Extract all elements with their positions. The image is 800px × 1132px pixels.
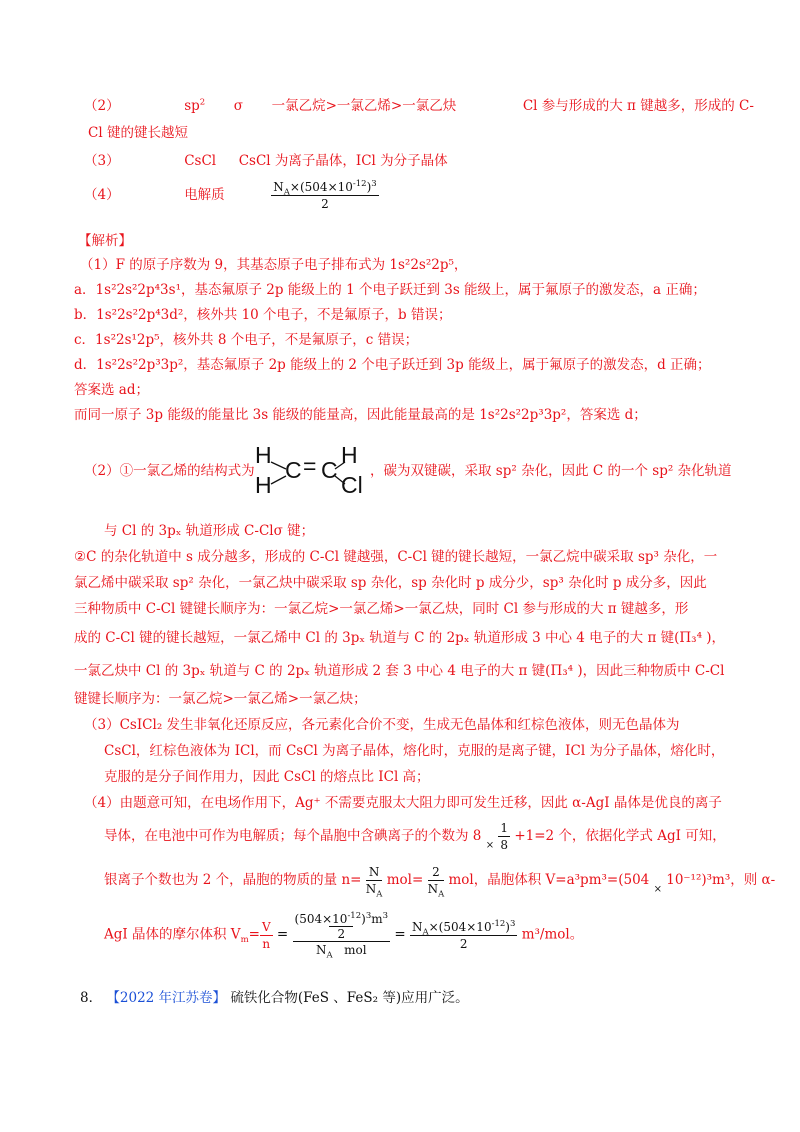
q4-frac-num: $N_A\times(504\times 10^{-12})^3$: [273, 179, 377, 198]
analysis-s4-1: （4）由题意可知，在电场作用下，Ag⁺ 不需要克服太大阻力即可发生迁移，因此 α-AgI 晶体是优良的离子: [84, 795, 722, 811]
n-over-na-fraction: $\frac{N}{N_A}$: [365, 865, 383, 900]
analysis-s4-4: AgI 晶体的摩尔体积 $V_m=$ $\frac{V}{n}$ = $(504\times 10^{-12})^3m^3$ 2 $N_A$ mol = $\frac{N_A\times(504\times 10^{-12})^3}{2}$ m³/mol。: [104, 911, 584, 961]
answer-q2-cont: Cl 键的键长越短: [88, 125, 188, 141]
analysis-s2-pre: （2）①一氯乙烯的结构式为: [84, 463, 255, 479]
analysis-s2b-2: 氯乙烯中碳采取 sp² 杂化，一氯乙炔中碳采取 sp 杂化，sp 杂化时 p 成分少，sp³ 杂化时 p 成分多，因此: [74, 575, 707, 591]
q4-fraction: [271, 179, 378, 212]
q8-source-tag: 【2022 年江苏卷】: [106, 990, 227, 1006]
v-over-n-fraction: $\frac{V}{n}$: [261, 919, 271, 951]
q3-answer-a: CsCl: [184, 153, 217, 169]
analysis-b: b．1s²2s²2p⁴3d²，核外共 10 个电子，不是氟原子，b 错误；: [74, 307, 452, 323]
q4-frac-den: 2: [321, 197, 329, 211]
q3-number: （3）: [84, 153, 120, 169]
q4-number: （4）: [84, 187, 120, 203]
analysis-s2b-6: 键键长顺序为：一氯乙烷>一氯乙烯>一氯乙炔；: [74, 691, 367, 707]
q8-text: 硫铁化合物(FeS 、FeS₂ 等)应用广泛。: [230, 990, 469, 1006]
q2-number: （2）: [84, 98, 120, 114]
analysis-p1: （1）F 的原子序数为 9，其基态原子电子排布式为 1s²2s²2p⁵，: [80, 257, 468, 273]
analysis-s2b-1: ②C 的杂化轨道中 s 成分越多，形成的 C-Cl 键越强，C-Cl 键的键长越短，一氯乙烷中碳采取 sp³ 杂化，一: [74, 549, 718, 565]
s4-2-text-b: +1=2 个，依据化学式 AgI 可知，: [514, 828, 726, 844]
s4-3-text-b: mol=: [386, 872, 424, 888]
vinyl-chloride-structure: H H C = C H Cl: [255, 440, 365, 500]
q2-order: 一氯乙烷>一氯乙烯>一氯乙炔: [271, 98, 457, 114]
q3-answer-b: CsCl 为离子晶体，ICl 为分子晶体: [238, 153, 448, 169]
analysis-s2b-3: 三种物质中 C-Cl 键键长顺序为：一氯乙烷>一氯乙烯>一氯乙炔，同时 Cl 参与形成的大 π 键越多，形: [74, 601, 689, 617]
s4-3-text-a: 银离子个数也为 2 个，晶胞的物质的量 n=: [104, 872, 362, 888]
s4-3-text-d: 10⁻¹²)³m³，则 α-: [666, 872, 776, 888]
analysis-s2-post: ，碳为双键碳，采取 sp² 杂化，因此 C 的一个 sp² 杂化轨道: [370, 463, 732, 479]
analysis-s4-2: [104, 818, 726, 864]
molar-volume-result-fraction: $\frac{N_A\times(504\times 10^{-12})^3}{2}$: [411, 918, 516, 951]
s4-4-text-a: AgI 晶体的摩尔体积 V: [104, 926, 241, 943]
s4-3-text-c: mol，晶胞体积 V=a³pm³=(504: [448, 872, 650, 888]
analysis-c: c．1s²2s¹2p⁵，核外共 8 个电子，不是氟原子，c 错误；: [74, 332, 419, 348]
q2-hybrid-sup: 2: [199, 97, 206, 108]
two-over-na-fraction: $\frac{2}{N_A}$: [427, 865, 445, 900]
structure-bonds: [255, 440, 365, 500]
one-eighth-fraction: $\frac{1}{8}$: [500, 821, 509, 852]
times-glyph: ×: [485, 840, 495, 851]
analysis-s3-3: 克服的是分子间作用力，因此 CsCl 的熔点比 ICl 高；: [104, 769, 430, 785]
analysis-s2-cont: 与 Cl 的 3pₓ 轨道形成 C-Clσ 键；: [104, 523, 315, 539]
analysis-heading: 【解析】: [78, 233, 132, 249]
analysis-s2b-5: 一氯乙炔中 Cl 的 3pₓ 轨道与 C 的 2pₓ 轨道形成 2 套 3 中心 4 电子的大 π 键(Π₃⁴ )，因此三种物质中 C-Cl: [74, 663, 725, 679]
q4-answer-a: 电解质: [184, 187, 225, 203]
analysis-s4-3: 银离子个数也为 2 个，晶胞的物质的量 n= $\frac{N}{N_A}$ mol= $\frac{2}{N_A}$ mol，晶胞体积 V=a³pm³=(504 $_\times$ 10⁻¹²)³m³，则 α-: [104, 865, 776, 900]
s4-2-text-a: 导体，在电池中可作为电解质；每个晶胞中含碘离子的个数为 8: [104, 828, 482, 844]
q2-hybrid: sp: [184, 98, 200, 114]
analysis-ans1: 答案选 ad；: [74, 382, 149, 398]
answer-q2: [84, 97, 754, 115]
analysis-s2b-4: 成的 C-Cl 键的键长越短，一氯乙烯中 Cl 的 3pₓ 轨道与 C 的 2pₓ 轨道形成 3 中心 4 电子的大 π 键(Π₃⁴ )，: [74, 630, 726, 646]
analysis-d: d．1s²2s²2p³3p²，基态氟原子 2p 能级上的 2 个电子跃迁到 3p 能级上，属于氟原子的激发态，d 正确；: [74, 357, 711, 373]
analysis-a: a．1s²2s²2p⁴3s¹，基态氟原子 2p 能级上的 1 个电子跃迁到 3s 能级上，属于氟原子的激发态，a 正确；: [74, 282, 706, 298]
molar-volume-fraction: $(504\times 10^{-12})^3m^3$ 2 $N_A$ mol: [294, 911, 389, 961]
s4-4-text-b: m³/mol。: [521, 926, 584, 943]
analysis-s3-2: CsCl，红棕色液体为 ICl，而 CsCl 为离子晶体，熔化时，克服的是离子键，ICl 为分子晶体，熔化时，: [104, 743, 725, 759]
answer-q4: [84, 178, 379, 212]
q2-sigma: σ: [233, 98, 243, 114]
analysis-ans2: 而同一原子 3p 能级的能量比 3s 能级的能量高，因此能量最高的是 1s²2s²2p³3p²，答案选 d；: [74, 407, 647, 423]
answer-q3: [84, 152, 448, 170]
analysis-s3-1: （3）CsICl₂ 发生非氧化还原反应，各元素化合价不变，生成无色晶体和红棕色液体，则无色晶体为: [84, 717, 680, 733]
q2-reason: Cl 参与形成的大 π 键越多，形成的 C-: [522, 98, 754, 114]
q8-number: 8．: [80, 990, 103, 1006]
question-8: [80, 989, 469, 1007]
